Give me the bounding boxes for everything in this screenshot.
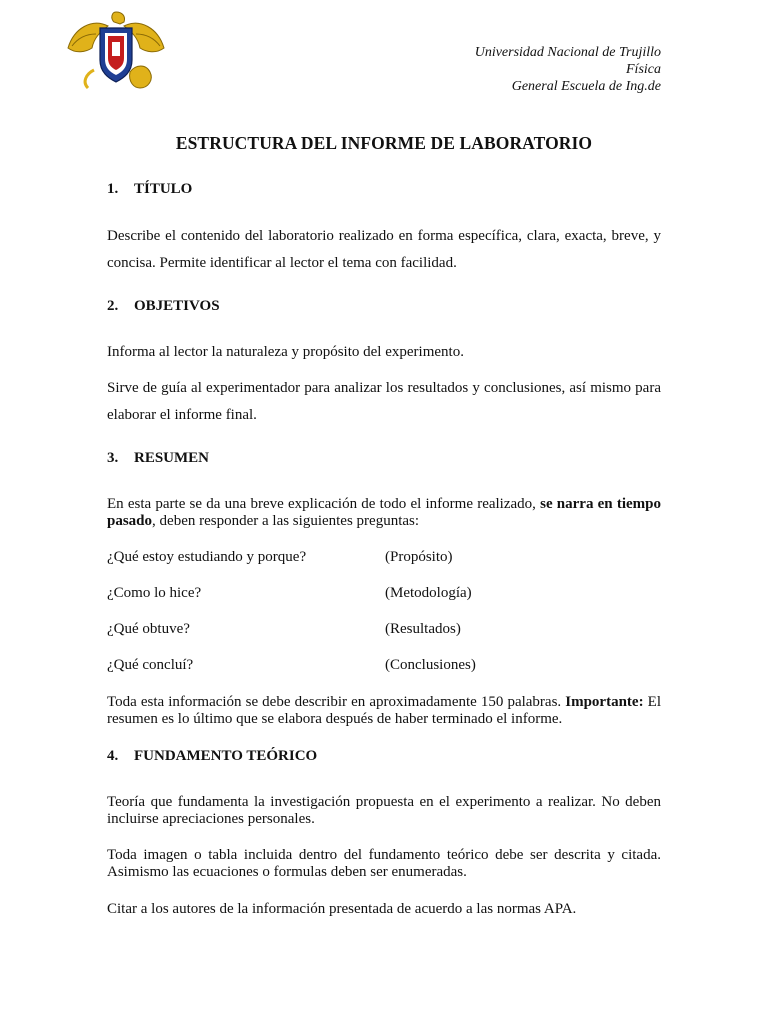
question-row (107, 585, 472, 602)
section-number: 1. (107, 181, 119, 197)
section-heading-objetivos (107, 298, 220, 315)
resumen-intro-end: , deben responder a las siguientes preguntas: (152, 513, 420, 529)
fundamento-paragraph-2: Toda imagen o tabla incluida dentro del fundamento teórico debe ser descrita y citada. Asimismo las ecuaciones o formulas deben ser enumeradas. (107, 847, 661, 880)
section-number: 3. (107, 450, 119, 466)
resumen-intro-text: En esta parte se da una breve explicación de todo el informe realizado, (107, 496, 541, 512)
institution-line-1: Universidad Nacional de Trujillo (474, 45, 661, 60)
question-purpose: (Resultados) (385, 621, 461, 637)
question-text: ¿Como lo hice? (107, 585, 202, 601)
section-heading-titulo (107, 181, 192, 198)
section-title: TÍTULO (134, 181, 193, 197)
resumen-intro (107, 496, 661, 530)
section-title: FUNDAMENTO TEÓRICO (134, 748, 318, 764)
objetivos-paragraph-1: Informa al lector la naturaleza y propósito del experimento. (107, 344, 464, 360)
question-purpose: (Propósito) (385, 549, 453, 565)
section-number: 4. (107, 748, 119, 764)
section-heading-fundamento (107, 748, 317, 765)
question-text: ¿Qué obtuve? (107, 621, 190, 637)
institution-line-2: Física (626, 62, 661, 77)
resumen-closing-end: El resumen es lo último que se elabora después de haber terminado el informe. (107, 694, 661, 727)
titulo-description: Describe el contenido del laboratorio realizado en forma específica, clara, exacta, breve, y concisa. Permite identificar al lector el tema con facilidad. (107, 228, 661, 271)
fundamento-paragraph-1: Teoría que fundamenta la investigación propuesta en el experimento a realizar. No deben incluirse apreciaciones personales. (107, 794, 661, 827)
resumen-closing (107, 694, 661, 728)
important-label: Importante: (565, 694, 644, 710)
institution-header (475, 44, 661, 95)
objetivos-paragraph-2: Sirve de guía al experimentador para analizar los resultados y conclusiones, así mismo para elaborar el informe final. (107, 380, 661, 423)
question-purpose: (Metodología) (385, 585, 472, 601)
resumen-intro-bold: se narra en tiempo pasado (107, 496, 662, 529)
section-title: RESUMEN (134, 450, 210, 466)
question-purpose: (Conclusiones) (385, 657, 476, 673)
section-title: OBJETIVOS (134, 298, 220, 314)
document-title: ESTRUCTURA DEL INFORME DE LABORATORIO (175, 133, 593, 153)
question-row (107, 621, 461, 638)
section-heading-resumen (107, 450, 209, 467)
question-row (107, 657, 476, 674)
fundamento-paragraph-3: Citar a los autores de la información presentada de acuerdo a las normas APA. (107, 901, 577, 917)
section-number: 2. (107, 298, 119, 314)
question-text: ¿Qué estoy estudiando y porque? (107, 549, 307, 565)
question-text: ¿Qué concluí? (107, 657, 194, 673)
university-crest-logo (64, 8, 168, 92)
resumen-closing-text: Toda esta información se debe describir en aproximadamente 150 palabras. (107, 694, 566, 710)
institution-line-3: General Escuela de Ing.de (511, 79, 661, 94)
question-row (107, 549, 453, 566)
